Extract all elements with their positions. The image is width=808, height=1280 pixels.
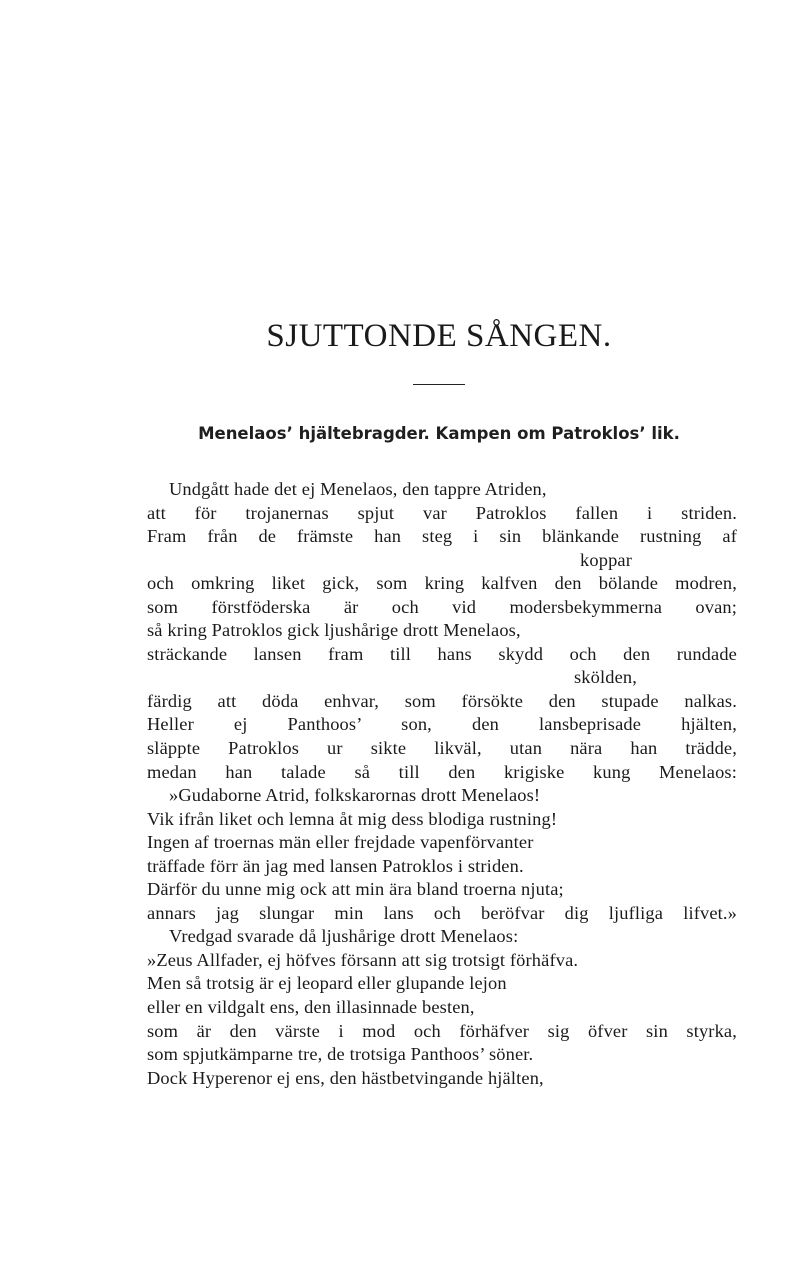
verse-line: Ingen af troernas män eller frejdade vapenförvanter xyxy=(147,832,534,853)
title-divider xyxy=(413,384,465,385)
verse-line: Fram från de främste han steg i sin blänkande rustning af xyxy=(147,526,737,547)
verse-line: »Zeus Allfader, ej höfves försann att sig trotsigt förhäfva. xyxy=(147,949,579,970)
verse-line: som spjutkämparne tre, de trotsiga Panthoos’ söner. xyxy=(147,1044,534,1065)
verse-line: »Gudaborne Atrid, folkskarornas drott Menelaos! xyxy=(169,785,541,806)
verse-line-continuation: koppar xyxy=(580,549,632,570)
verse-line: Men så trotsig är ej leopard eller glupande lejon xyxy=(147,973,507,994)
verse-line: så kring Patroklos gick ljushårige drott Menelaos, xyxy=(147,620,521,641)
verse-line: Undgått hade det ej Menelaos, den tappre Atriden, xyxy=(169,479,547,499)
verse-list xyxy=(147,478,737,1090)
verse-line-continuation: skölden, xyxy=(573,667,637,688)
verse-line: Därför du unne mig ock att min ära bland troerna njuta; xyxy=(147,879,564,900)
verse-line: Heller ej Panthoos’ son, den lansbeprisade hjälten, xyxy=(147,714,737,735)
verse-line: Vik ifrån liket och lemna åt mig dess blodiga rustning! xyxy=(147,808,558,829)
chapter-subtitle: Menelaos’ hjältebragder. Kampen om Patroklos’ lik. xyxy=(198,424,680,443)
verse-line: träffade förr än jag med lansen Patroklos i striden. xyxy=(147,855,524,876)
verse-line: Vredgad svarade då ljushårige drott Menelaos: xyxy=(169,926,519,947)
verse-line: Dock Hyperenor ej ens, den hästbetvingande hjälten, xyxy=(147,1067,544,1088)
verse-line: att för trojanernas spjut var Patroklos fallen i striden. xyxy=(147,502,737,523)
verse-line: sträckande lansen fram till hans skydd och den rundade xyxy=(147,643,737,664)
verse-line: medan han talade så till den krigiske kung Menelaos: xyxy=(147,761,737,782)
verse-line: och omkring liket gick, som kring kalfven den bölande modren, xyxy=(147,573,737,594)
verse-line: annars jag slungar min lans och beröfvar dig ljufliga lifvet.» xyxy=(147,902,737,923)
verse-line: som är den värste i mod och förhäfver sig öfver sin styrka, xyxy=(147,1020,737,1041)
verse-line: färdig att döda enhvar, som försökte den stupade nalkas. xyxy=(147,690,737,711)
verse-line: som förstföderska är och vid modersbekymmerna ovan; xyxy=(147,596,737,617)
verse-line: släppte Patroklos ur sikte likväl, utan nära han trädde, xyxy=(147,738,737,759)
chapter-title: SJUTTONDE SÅNGEN. xyxy=(266,318,612,354)
verse-line: eller en vildgalt ens, den illasinnade besten, xyxy=(147,997,475,1018)
